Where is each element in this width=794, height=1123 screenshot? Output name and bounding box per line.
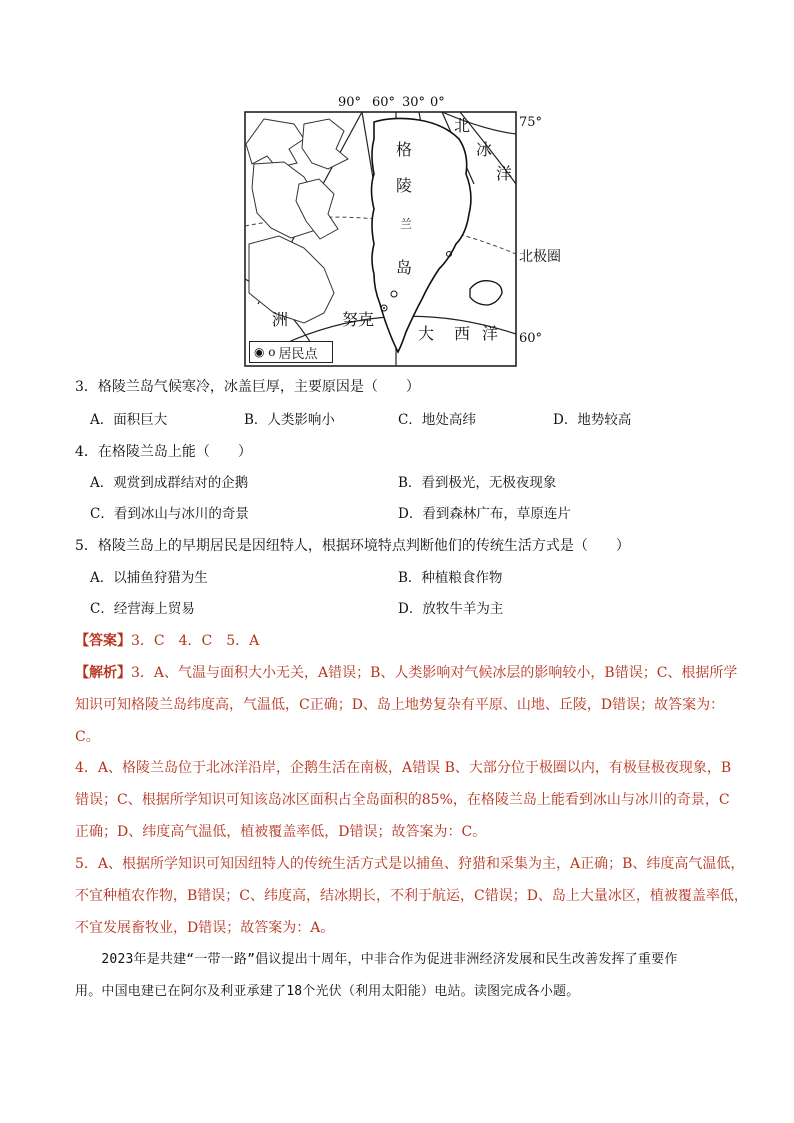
greenland-map (244, 94, 574, 369)
analysis-line-6: 正确；D、纬度高气温低，植被覆盖率低，D错误；故答案为：C。 (75, 824, 487, 840)
answer-line (75, 631, 259, 651)
q3-option-d: D．地势较高 (553, 412, 632, 428)
q4-option-c: C．看到冰山与冰川的奇景 (90, 506, 249, 522)
answer-text: 3．C 4．C 5．A (131, 633, 260, 649)
lon-0-label: 0° (430, 95, 445, 110)
q4-stem: 4．在格陵兰岛上能（ ） (75, 444, 252, 460)
analysis-line-8: 不宜种植农作物，B错误；C、纬度高，结冰期长，不利于航运，C错误；D、岛上大量冰区，植被覆盖率低， (75, 888, 748, 904)
analysis-line-2: 知识可知格陵兰岛纬度高，气温低，C正确；D、岛上地势复杂有平原、山地、丘陵，D错误；故答案为： (75, 697, 725, 713)
analysis-line-5: 错误；C、根据所学知识可知该岛冰区面积占全岛面积的85%，在格陵兰岛上能看到冰山与冰川的奇景，C (75, 792, 730, 808)
intro-line-1: 2023年是共建“一带一路”倡议提出十周年，中非合作为促进非洲经济发展和民生改善发挥了重要作 (75, 952, 678, 967)
analysis-line-7: 5．A、根据所学知识可知因纽特人的传统生活方式是以捕鱼、狩猎和采集为主，A正确；B、纬度高气温低， (75, 856, 745, 872)
greenland-char-1: 格 (396, 140, 413, 159)
greenland-char-2: 陵 (396, 176, 413, 195)
atlantic-char-2: 西 (454, 324, 471, 343)
q3-option-b: B．人类影响小 (244, 412, 335, 428)
q3-option-a: A．面积巨大 (90, 412, 168, 428)
answer-tag: 【答案】 (75, 633, 131, 649)
settlement-icon: ◉ o (254, 345, 276, 359)
analysis-line-3: C。 (75, 729, 100, 745)
q4-option-b: B．看到极光，无极夜现象 (398, 475, 557, 491)
analysis-line-1 (75, 663, 737, 683)
analysis-tag: 【解析】 (75, 665, 131, 681)
lat-75-label: 75° (519, 115, 543, 130)
q3-option-c: C．地处高纬 (398, 412, 476, 428)
arctic-char-2: 冰 (476, 140, 493, 159)
q5-option-d: D．放牧牛羊为主 (398, 601, 504, 617)
atlantic-char-1: 大 (418, 324, 435, 343)
arctic-circle-label: 北极圈 (519, 249, 561, 265)
arctic-char-1: 北 (454, 116, 471, 135)
lon-30-label: 30° (402, 95, 426, 110)
q5-option-a: A．以捕鱼狩猎为生 (90, 570, 208, 586)
nuuk-label: 努克 (342, 310, 375, 329)
greenland-char-4: 岛 (396, 258, 413, 277)
q4-option-d: D．看到森林广布，草原连片 (398, 506, 571, 522)
map-graphic (244, 94, 574, 369)
q4-option-a: A．观赏到成群结对的企鹅 (90, 475, 249, 491)
lat-60-label: 60° (519, 331, 543, 346)
q5-stem: 5．格陵兰岛上的早期居民是因纽特人，根据环境特点判断他们的传统生活方式是（ ） (75, 538, 630, 554)
atlantic-char-3: 洋 (482, 324, 499, 343)
map-legend (249, 341, 333, 363)
q3-stem: 3．格陵兰岛气候寒冷，冰盖巨厚，主要原因是（ ） (75, 379, 420, 395)
analysis-text-1: 3．A、气温与面积大小无关，A错误；B、人类影响对气候冰层的影响较小，B错误；C、根据所学 (131, 665, 738, 681)
q5-option-c: C．经营海上贸易 (90, 601, 195, 617)
continent-label: 洲 (272, 310, 289, 329)
intro-line-2: 用。中国电建已在阿尔及利亚承建了18个光伏（利用太阳能）电站。读图完成各小题。 (75, 984, 580, 999)
arctic-char-3: 洋 (496, 164, 513, 183)
lon-90-label: 90° (338, 95, 362, 110)
analysis-line-4: 4．A、格陵兰岛位于北冰洋沿岸，企鹅生活在南极，A错误 B、大部分位于极圈以内，有极昼极夜现象，B (75, 760, 732, 776)
analysis-line-9: 不宜发展畜牧业，D错误；故答案为：A。 (75, 920, 335, 936)
greenland-char-3: 兰 (400, 217, 413, 231)
q5-option-b: B．种植粮食作物 (398, 570, 503, 586)
lon-60-label: 60° (372, 95, 396, 110)
legend-label: 居民点 (278, 346, 318, 362)
